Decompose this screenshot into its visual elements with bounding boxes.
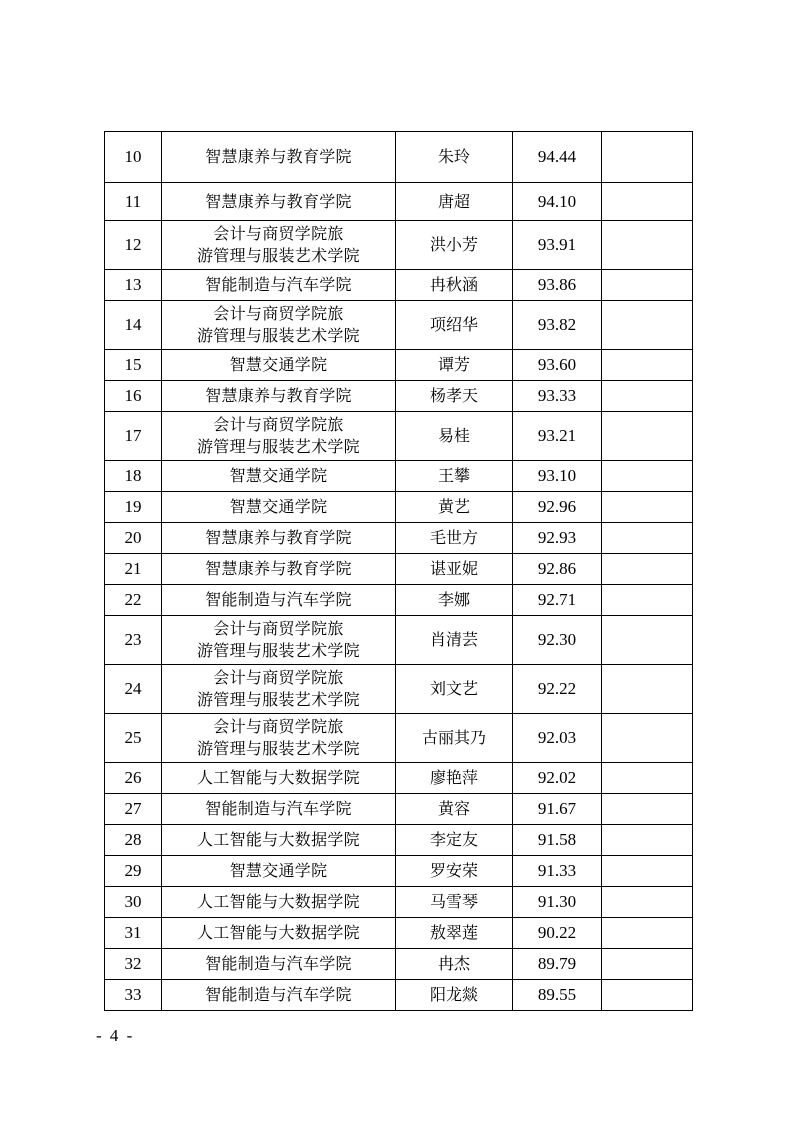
college-cell <box>162 918 396 949</box>
table-row <box>105 132 693 183</box>
college-name-line: 智慧康养与教育学院 <box>205 147 352 166</box>
person-name: 杨孝天 <box>396 381 513 412</box>
college-cell <box>162 585 396 616</box>
person-name: 冉秋涵 <box>396 270 513 301</box>
score-value: 93.91 <box>513 221 602 270</box>
row-number: 30 <box>105 887 162 918</box>
table-row <box>105 412 693 461</box>
person-name: 洪小芳 <box>396 221 513 270</box>
person-name: 敖翠莲 <box>396 918 513 949</box>
table-row <box>105 763 693 794</box>
college-name-line: 智慧康养与教育学院 <box>205 191 352 211</box>
college-name-line: 人工智能与大数据学院 <box>196 830 360 849</box>
person-name: 王攀 <box>396 461 513 492</box>
college-cell <box>162 554 396 585</box>
table-row <box>105 887 693 918</box>
person-name: 廖艳萍 <box>396 763 513 794</box>
college-cell <box>162 794 396 825</box>
person-name: 项绍华 <box>396 301 513 350</box>
college-cell <box>162 887 396 918</box>
row-number: 16 <box>105 381 162 412</box>
person-name: 李娜 <box>396 585 513 616</box>
college-name-line: 智慧康养与教育学院 <box>205 559 352 578</box>
person-name: 黄容 <box>396 794 513 825</box>
score-value: 91.58 <box>513 825 602 856</box>
college-cell <box>162 350 396 381</box>
row-number: 14 <box>105 301 162 350</box>
row-number: 17 <box>105 412 162 461</box>
table-row <box>105 270 693 301</box>
college-cell <box>162 381 396 412</box>
table-row <box>105 350 693 381</box>
table-row <box>105 714 693 763</box>
table-row <box>105 554 693 585</box>
college-name-line: 游管理与服装艺术学院 <box>196 326 360 345</box>
remark-cell <box>602 980 693 1011</box>
college-cell <box>162 825 396 856</box>
table-row <box>105 523 693 554</box>
college-cell <box>162 492 396 523</box>
row-number: 32 <box>105 949 162 980</box>
remark-cell <box>602 763 693 794</box>
remark-cell <box>602 350 693 381</box>
college-name-line: 游管理与服装艺术学院 <box>196 641 360 660</box>
table-row <box>105 794 693 825</box>
table-row <box>105 221 693 270</box>
college-cell <box>162 132 396 183</box>
college-name-line: 智能制造与汽车学院 <box>205 275 352 294</box>
remark-cell <box>602 523 693 554</box>
score-value: 94.10 <box>513 183 602 221</box>
person-name: 谌亚妮 <box>396 554 513 585</box>
college-cell <box>162 270 396 301</box>
remark-cell <box>602 412 693 461</box>
row-number: 27 <box>105 794 162 825</box>
college-name-line: 会计与商贸学院旅 <box>213 415 344 434</box>
table-row <box>105 183 693 221</box>
remark-cell <box>602 949 693 980</box>
college-cell <box>162 980 396 1011</box>
score-value: 92.02 <box>513 763 602 794</box>
college-cell <box>162 856 396 887</box>
remark-cell <box>602 616 693 665</box>
table-row <box>105 492 693 523</box>
row-number: 11 <box>105 183 162 221</box>
table-row <box>105 616 693 665</box>
row-number: 15 <box>105 350 162 381</box>
remark-cell <box>602 270 693 301</box>
college-cell <box>162 665 396 714</box>
college-name-line: 会计与商贸学院旅 <box>213 224 344 243</box>
score-value: 92.03 <box>513 714 602 763</box>
table-row <box>105 918 693 949</box>
college-cell <box>162 301 396 350</box>
remark-cell <box>602 887 693 918</box>
score-value: 89.79 <box>513 949 602 980</box>
person-name: 李定友 <box>396 825 513 856</box>
remark-cell <box>602 794 693 825</box>
person-name: 毛世方 <box>396 523 513 554</box>
remark-cell <box>602 714 693 763</box>
row-number: 24 <box>105 665 162 714</box>
college-name-line: 人工智能与大数据学院 <box>196 768 360 787</box>
score-value: 93.86 <box>513 270 602 301</box>
college-name-line: 游管理与服装艺术学院 <box>196 437 360 456</box>
college-name-line: 人工智能与大数据学院 <box>196 923 360 942</box>
row-number: 33 <box>105 980 162 1011</box>
score-value: 93.82 <box>513 301 602 350</box>
college-name-line: 智能制造与汽车学院 <box>205 985 352 1004</box>
college-cell <box>162 461 396 492</box>
person-name: 谭芳 <box>396 350 513 381</box>
college-cell <box>162 714 396 763</box>
person-name: 朱玲 <box>396 132 513 183</box>
college-cell <box>162 523 396 554</box>
score-value: 91.33 <box>513 856 602 887</box>
score-value: 93.60 <box>513 350 602 381</box>
score-value: 93.21 <box>513 412 602 461</box>
score-value: 92.93 <box>513 523 602 554</box>
score-value: 93.33 <box>513 381 602 412</box>
table-body <box>105 132 693 1011</box>
college-name-line: 游管理与服装艺术学院 <box>196 690 360 709</box>
person-name: 冉杰 <box>396 949 513 980</box>
table-row <box>105 461 693 492</box>
person-name: 易桂 <box>396 412 513 461</box>
college-name-line: 会计与商贸学院旅 <box>213 717 344 736</box>
remark-cell <box>602 132 693 183</box>
college-cell <box>162 616 396 665</box>
row-number: 31 <box>105 918 162 949</box>
remark-cell <box>602 554 693 585</box>
score-value: 89.55 <box>513 980 602 1011</box>
score-value: 90.22 <box>513 918 602 949</box>
remark-cell <box>602 918 693 949</box>
college-name-line: 智能制造与汽车学院 <box>205 954 352 973</box>
remark-cell <box>602 665 693 714</box>
score-value: 92.96 <box>513 492 602 523</box>
college-cell <box>162 763 396 794</box>
remark-cell <box>602 825 693 856</box>
table-row <box>105 301 693 350</box>
person-name: 罗安荣 <box>396 856 513 887</box>
table-row <box>105 980 693 1011</box>
college-name-line: 智慧康养与教育学院 <box>205 528 352 547</box>
row-number: 25 <box>105 714 162 763</box>
college-cell <box>162 949 396 980</box>
row-number: 18 <box>105 461 162 492</box>
row-number: 20 <box>105 523 162 554</box>
score-value: 92.30 <box>513 616 602 665</box>
person-name: 黄艺 <box>396 492 513 523</box>
remark-cell <box>602 221 693 270</box>
college-name-line: 会计与商贸学院旅 <box>213 619 344 638</box>
college-name-line: 智慧交通学院 <box>229 861 328 880</box>
person-name: 古丽其乃 <box>396 714 513 763</box>
score-value: 91.30 <box>513 887 602 918</box>
college-name-line: 智慧交通学院 <box>229 466 328 485</box>
row-number: 21 <box>105 554 162 585</box>
college-cell <box>162 183 396 221</box>
remark-cell <box>602 301 693 350</box>
table-row <box>105 949 693 980</box>
college-name-line: 智能制造与汽车学院 <box>205 590 352 609</box>
score-value: 94.44 <box>513 132 602 183</box>
college-cell <box>162 412 396 461</box>
page-number: - 4 - <box>96 1026 135 1045</box>
score-value: 92.86 <box>513 554 602 585</box>
score-value: 92.71 <box>513 585 602 616</box>
score-value: 91.67 <box>513 794 602 825</box>
person-name: 唐超 <box>396 183 513 221</box>
row-number: 29 <box>105 856 162 887</box>
row-number: 26 <box>105 763 162 794</box>
remark-cell <box>602 183 693 221</box>
person-name: 马雪琴 <box>396 887 513 918</box>
college-name-line: 游管理与服装艺术学院 <box>196 739 360 758</box>
college-name-line: 游管理与服装艺术学院 <box>196 246 360 265</box>
row-number: 28 <box>105 825 162 856</box>
score-table <box>104 131 693 1011</box>
row-number: 12 <box>105 221 162 270</box>
remark-cell <box>602 381 693 412</box>
college-name-line: 会计与商贸学院旅 <box>213 304 344 323</box>
remark-cell <box>602 492 693 523</box>
table-row <box>105 665 693 714</box>
table-row <box>105 381 693 412</box>
row-number: 23 <box>105 616 162 665</box>
college-name-line: 智慧交通学院 <box>229 355 328 374</box>
table-row <box>105 585 693 616</box>
row-number: 22 <box>105 585 162 616</box>
remark-cell <box>602 856 693 887</box>
college-name-line: 人工智能与大数据学院 <box>196 892 360 911</box>
college-cell <box>162 221 396 270</box>
score-value: 93.10 <box>513 461 602 492</box>
person-name: 阳龙燚 <box>396 980 513 1011</box>
score-value: 92.22 <box>513 665 602 714</box>
row-number: 19 <box>105 492 162 523</box>
college-name-line: 智能制造与汽车学院 <box>205 799 352 818</box>
person-name: 刘文艺 <box>396 665 513 714</box>
college-name-line: 智慧康养与教育学院 <box>205 386 352 405</box>
remark-cell <box>602 461 693 492</box>
remark-cell <box>602 585 693 616</box>
college-name-line: 会计与商贸学院旅 <box>213 668 344 687</box>
row-number: 13 <box>105 270 162 301</box>
table-row <box>105 825 693 856</box>
college-name-line: 智慧交通学院 <box>229 497 328 516</box>
table-row <box>105 856 693 887</box>
row-number: 10 <box>105 132 162 183</box>
person-name: 肖清芸 <box>396 616 513 665</box>
